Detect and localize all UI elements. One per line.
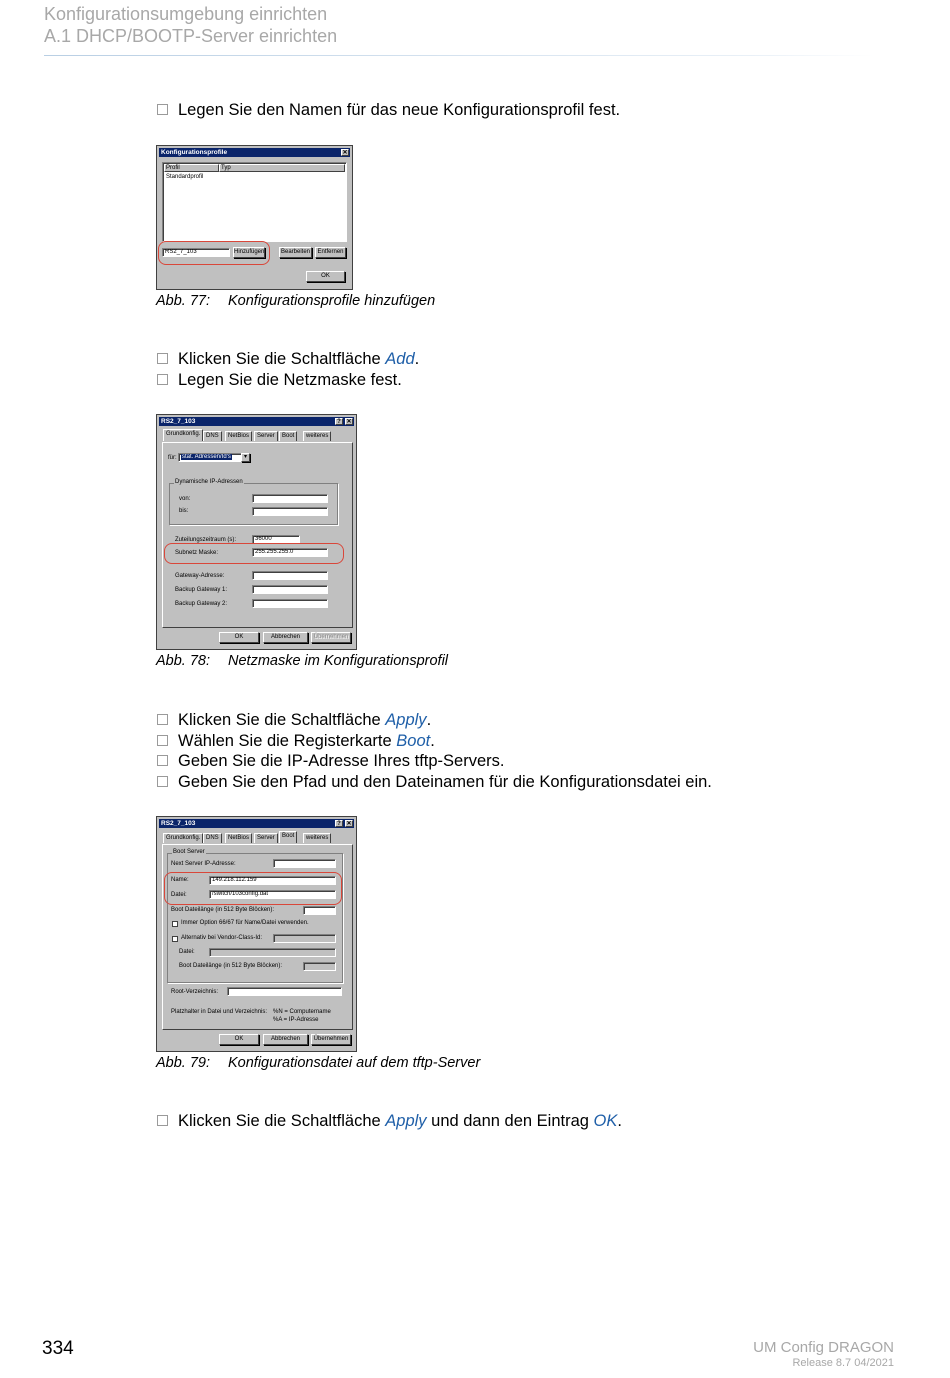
tab-dns[interactable]: DNS: [203, 431, 222, 441]
dialog-titlebar: RS2_7_103 ? ✕: [159, 417, 354, 426]
step-click-apply: Klicken Sie die Schaltfläche Apply.: [157, 710, 431, 730]
backup-gateway-1-label: Backup Gateway 1:: [175, 587, 228, 593]
next-server-label: Next Server IP-Adresse:: [171, 861, 236, 867]
apply-button[interactable]: Übernehmen: [311, 1034, 351, 1045]
tab-boot[interactable]: Boot: [279, 831, 297, 843]
boot-server-group: Boot Server: [167, 853, 343, 983]
footer-release: Release 8.7 04/2021: [792, 1357, 894, 1369]
dialog-titlebar: RS2_7_103 ? ✕: [159, 819, 354, 828]
placeholder-computername: %N = Computername: [273, 1009, 331, 1015]
close-icon[interactable]: ✕: [346, 419, 352, 425]
tab-basic-config[interactable]: Grundkonfig.: [163, 833, 203, 843]
gateway-label: Gateway-Adresse:: [175, 573, 225, 579]
figure-77-caption: Abb. 77: Konfigurationsprofile hinzufügen: [156, 293, 436, 309]
alt-file-label: Datei:: [179, 949, 195, 955]
from-input[interactable]: [252, 494, 328, 503]
dynamic-ip-group: Dynamische IP-Adressen: [169, 483, 338, 525]
cancel-button[interactable]: Abbrechen: [263, 632, 308, 643]
backup-gateway-2-input[interactable]: [252, 599, 328, 608]
tab-more[interactable]: weiteres: [303, 431, 331, 441]
tab-netbios[interactable]: NetBios: [225, 833, 252, 843]
alt-file-input[interactable]: [209, 948, 336, 957]
tab-strip: [162, 429, 352, 443]
alt-boot-length-label: Boot Dateilänge (in 512 Byte Blöcken):: [179, 963, 283, 969]
boot-length-label: Boot Dateilänge (in 512 Byte Blöcken):: [171, 907, 275, 913]
vendor-class-checkbox[interactable]: [172, 936, 178, 942]
tab-basic-config[interactable]: Grundkonfig.: [163, 429, 203, 441]
server-name-input[interactable]: 149.218.112.159: [209, 876, 336, 885]
placeholder-ip-address: %A = IP-Adresse: [273, 1017, 319, 1023]
figure-78-dialog: [156, 414, 357, 650]
checkbox-bullet: [157, 776, 168, 787]
help-icon[interactable]: ?: [335, 418, 343, 425]
close-icon[interactable]: ✕: [342, 150, 348, 156]
step-click-add: Klicken Sie die Schaltfläche Add.: [157, 349, 419, 369]
tab-dns[interactable]: DNS: [203, 833, 222, 843]
file-label: Datei:: [171, 892, 187, 898]
boot-length-input[interactable]: [303, 906, 336, 915]
ok-button[interactable]: OK: [219, 1034, 259, 1045]
profile-list[interactable]: [162, 162, 347, 242]
running-header-section: A.1 DHCP/BOOTP-Server einrichten: [44, 26, 338, 46]
lease-input[interactable]: 36000: [252, 535, 300, 544]
figure-79-dialog: [156, 816, 357, 1052]
from-label: von:: [179, 496, 191, 502]
list-item[interactable]: Standardprofil: [166, 174, 204, 180]
running-header-chapter: Konfigurationsumgebung einrichten: [44, 4, 328, 24]
figure-78-caption: Abb. 78: Netzmaske im Konfigurationsprofil: [156, 653, 449, 669]
chevron-down-icon[interactable]: ▾: [241, 453, 250, 462]
apply-button[interactable]: Übernehmen: [311, 632, 351, 643]
to-input[interactable]: [252, 507, 328, 516]
for-label: für:: [168, 455, 177, 461]
help-icon[interactable]: ?: [335, 820, 343, 827]
tab-server[interactable]: Server: [254, 833, 278, 843]
header-divider: [44, 55, 874, 56]
root-dir-input[interactable]: [227, 987, 342, 996]
for-select[interactable]: stat. Adressen/Id's: [178, 453, 250, 462]
option-66-67-checkbox[interactable]: [172, 921, 178, 927]
step-select-boot-tab: Wählen Sie die Registerkarte Boot.: [157, 731, 435, 751]
checkbox-bullet: [157, 755, 168, 766]
ok-button[interactable]: OK: [219, 632, 259, 643]
close-icon[interactable]: ✕: [346, 821, 352, 827]
checkbox-bullet: [157, 353, 168, 364]
page-number: 334: [42, 1338, 74, 1359]
step-set-netmask: Legen Sie die Netzmaske fest.: [157, 370, 402, 390]
backup-gateway-2-label: Backup Gateway 2:: [175, 601, 228, 607]
profile-name-input[interactable]: RS2_7_103: [162, 248, 230, 257]
tab-netbios[interactable]: NetBios: [225, 431, 252, 441]
highlight-ring: [158, 241, 270, 265]
dialog-titlebar: Konfigurationsprofile ✕: [159, 148, 350, 157]
checkbox-bullet: [157, 1115, 168, 1126]
tab-server[interactable]: Server: [254, 431, 278, 441]
checkbox-bullet: [157, 735, 168, 746]
backup-gateway-1-input[interactable]: [252, 585, 328, 594]
figure-77-dialog: [156, 145, 353, 290]
placeholder-label: Platzhalter in Datei und Verzeichnis:: [171, 1009, 268, 1015]
root-dir-label: Root-Verzeichnis:: [171, 989, 219, 995]
step-enter-config-path: Geben Sie den Pfad und den Dateinamen für die Konfigurationsdatei ein.: [157, 772, 712, 792]
figure-79-caption: Abb. 79: Konfigurationsdatei auf dem tftp-Server: [156, 1055, 481, 1071]
step-name-profile: Legen Sie den Namen für das neue Konfigurationsprofil fest.: [157, 100, 620, 120]
highlight-ring: [164, 872, 342, 905]
add-button[interactable]: Hinzufügen: [233, 247, 265, 258]
file-input[interactable]: /switch/103config.dat: [209, 890, 336, 899]
vendor-class-label: Alternativ bei Vendor-Class-Id:: [181, 935, 263, 941]
tab-more[interactable]: weiteres: [303, 833, 331, 843]
step-enter-tftp-ip: Geben Sie die IP-Adresse Ihres tftp-Servers.: [157, 751, 504, 771]
checkbox-bullet: [157, 104, 168, 115]
remove-button[interactable]: Entfernen: [315, 247, 346, 258]
highlight-ring: [164, 543, 344, 564]
tab-boot[interactable]: Boot: [279, 431, 297, 441]
gateway-input[interactable]: [252, 571, 328, 580]
tab-strip: [162, 831, 352, 845]
step-apply-and-ok: Klicken Sie die Schaltfläche Apply und dann den Eintrag OK.: [157, 1111, 622, 1131]
footer-document-title: UM Config DRAGON: [753, 1339, 894, 1356]
checkbox-bullet: [157, 714, 168, 725]
column-header-profile[interactable]: Profil: [164, 164, 219, 172]
server-name-label: Name:: [171, 877, 189, 883]
option-66-67-label: Immer Option 66/67 für Name/Datei verwenden.: [181, 920, 309, 926]
checkbox-bullet: [157, 374, 168, 385]
ok-button[interactable]: OK: [306, 271, 345, 282]
next-server-input[interactable]: [273, 859, 336, 868]
alt-boot-length-input[interactable]: [303, 962, 336, 971]
subnet-mask-input[interactable]: 255.255.255.0: [252, 548, 328, 557]
to-label: bis:: [179, 508, 189, 514]
subnet-mask-label: Subnetz Maske:: [175, 550, 219, 556]
cancel-button[interactable]: Abbrechen: [263, 1034, 308, 1045]
lease-label: Zuteilungszeitraum (s):: [175, 537, 237, 543]
column-header-type[interactable]: Typ: [219, 164, 345, 172]
vendor-class-input[interactable]: [273, 934, 336, 943]
edit-button[interactable]: Bearbeiten: [279, 247, 312, 258]
